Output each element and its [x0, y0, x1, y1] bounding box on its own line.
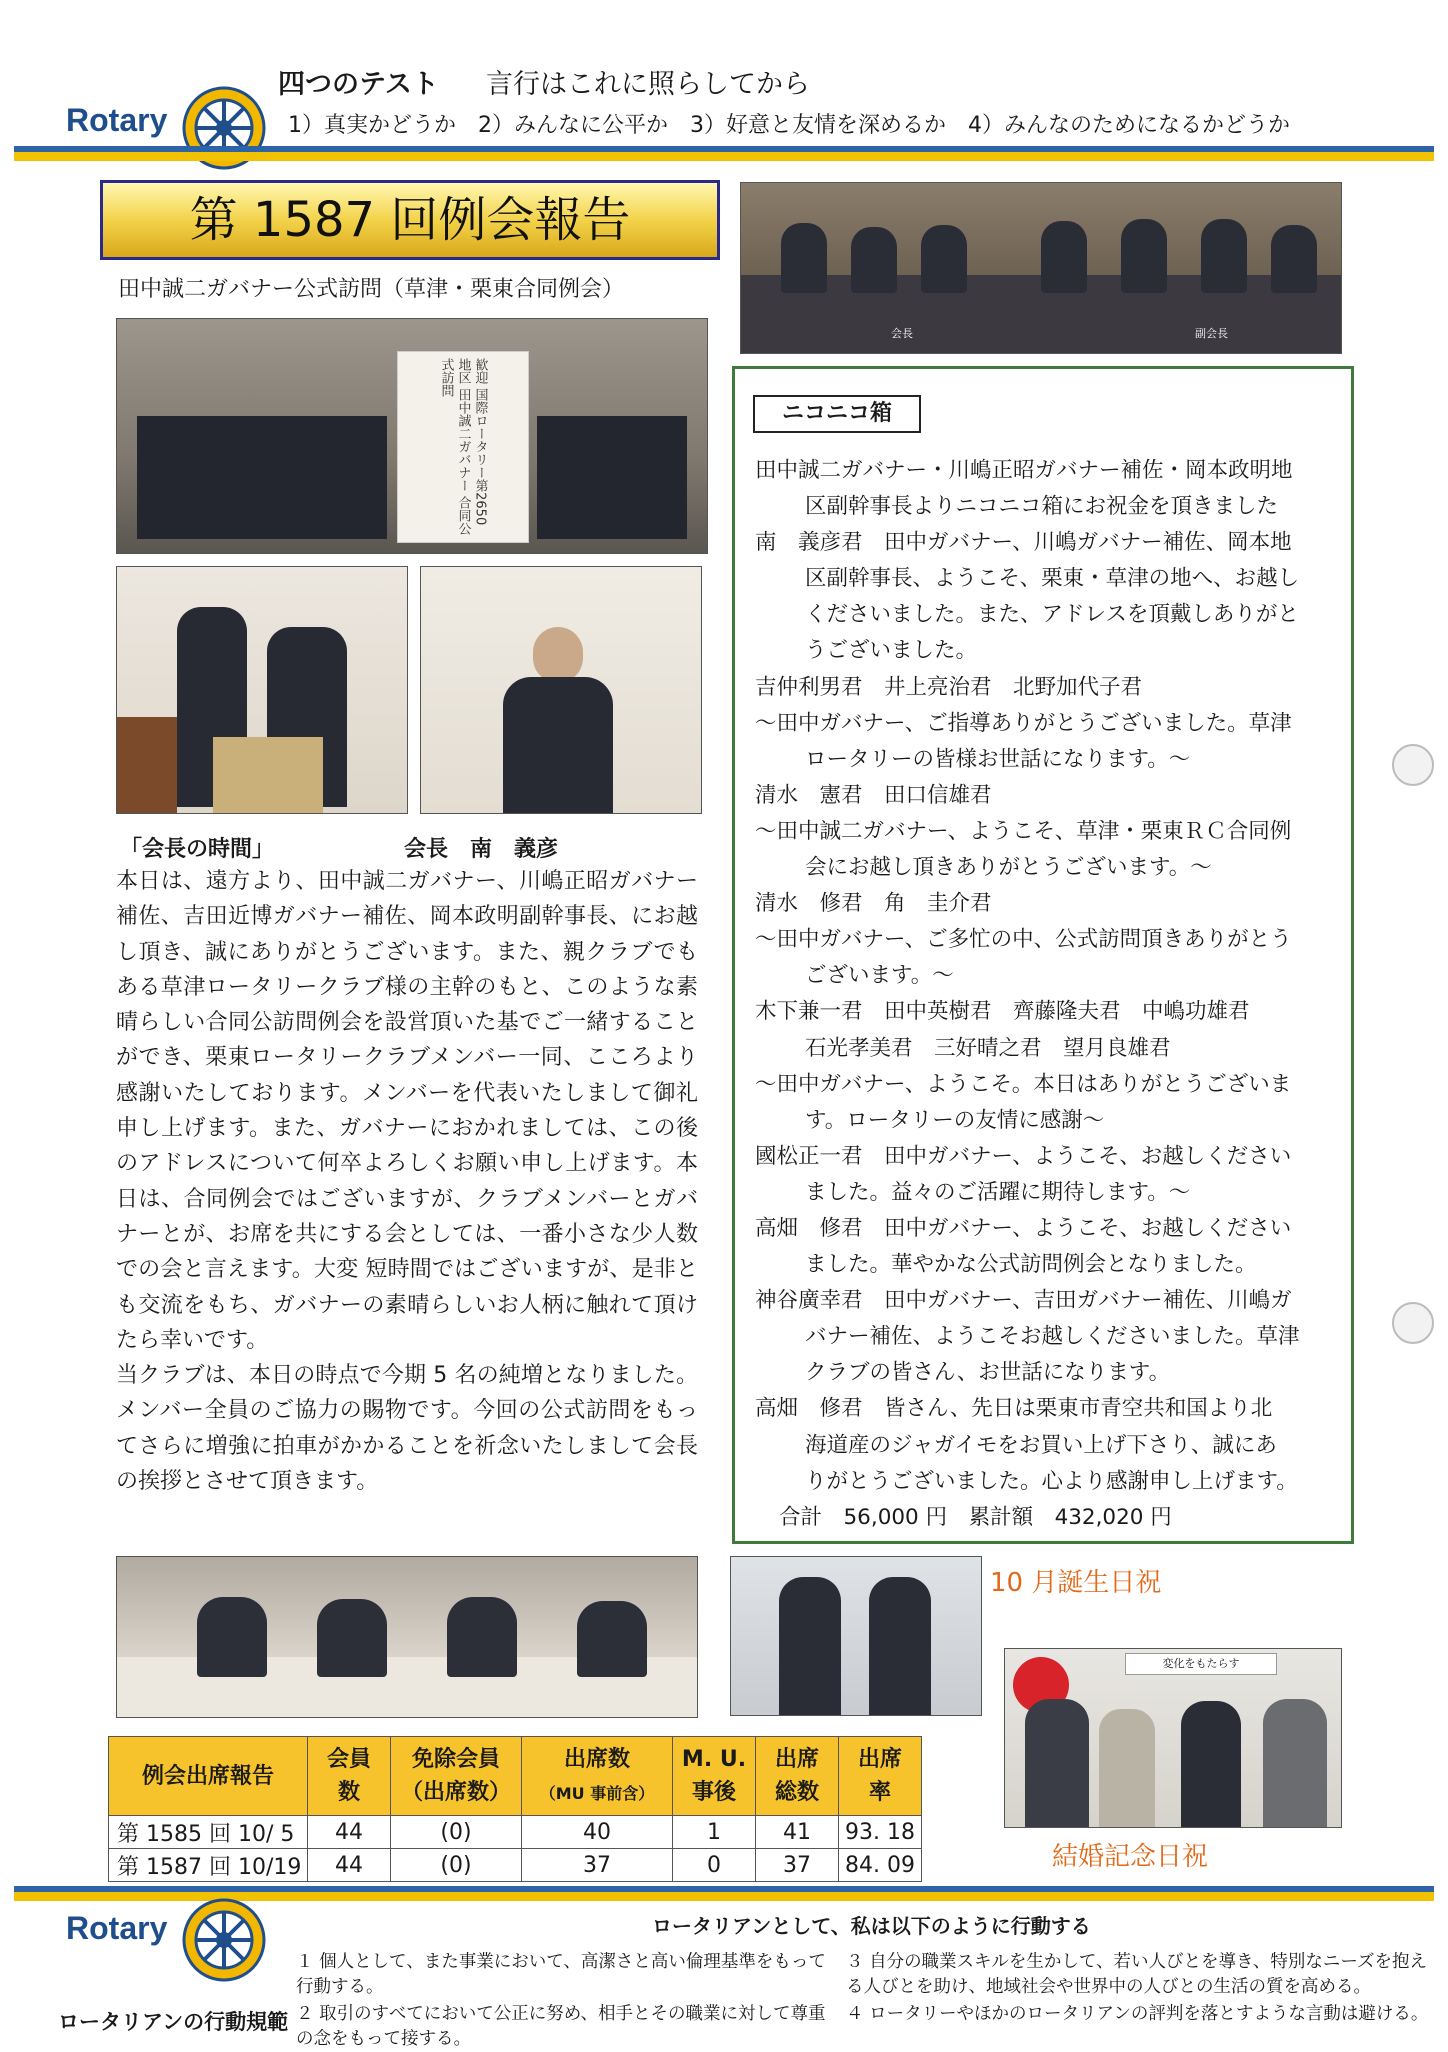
attendance-cell: 41 — [756, 1816, 839, 1849]
attendance-header-cell: 出席 率 — [839, 1737, 922, 1816]
nikoniko-entry: ～田中ガバナー、ご指導ありがとうございました。草津 — [755, 710, 1292, 736]
welcome-banner: 歓迎 国際ロータリー第2650地区 田中誠二ガバナー 合同公式訪問 — [397, 351, 529, 543]
attendance-header-cell: 出席数 （MU 事前含） — [522, 1737, 673, 1816]
nikoniko-entry: 高畑 修君 田中ガバナー、ようこそ、お越しください — [755, 1215, 1292, 1241]
nikoniko-entry-line: 区副幹事長、ようこそ、栗東・草津の地へ、お越し — [805, 566, 1300, 592]
wedding-photo-banner: 変化をもたらす — [1125, 1653, 1277, 1675]
nikoniko-entry-line: 石光孝美君 三好晴之君 望月良雄君 — [805, 1035, 1171, 1061]
attendance-header-cell: 会員 数 — [308, 1737, 391, 1816]
nikoniko-entry: 清水 修君 角 圭介君 — [755, 891, 992, 917]
nikoniko-label: ニコニコ箱 — [753, 395, 921, 433]
nikoniko-entry: 神谷廣幸君 田中ガバナー、吉田ガバナー補佐、川嶋ガ — [755, 1288, 1292, 1314]
four-test-title: 四つのテスト — [278, 69, 439, 100]
attendance-cell: 44 — [308, 1849, 391, 1882]
president-speech-photo — [420, 566, 702, 814]
attendance-row — [109, 1816, 922, 1849]
photo-label-vice-president: 副会長 — [1195, 327, 1228, 340]
nikoniko-entry-line: す。ロータリーの友情に感謝～ — [805, 1107, 1105, 1133]
code-item: １ 個人として、また事業において、高潔さと高い倫理基準をもって行動する。 — [296, 1952, 826, 1997]
attendance-cell: 37 — [756, 1849, 839, 1882]
wedding-anniversary-photo — [1004, 1648, 1342, 1828]
nikoniko-total: 合計 56,000 円 累計額 432,020 円 — [779, 1504, 1172, 1530]
attendance-header-cell: 出席 総数 — [756, 1737, 839, 1816]
birthday-photo — [730, 1556, 982, 1716]
attendance-cell: (0) — [391, 1849, 522, 1882]
nikoniko-entry: 田中誠二ガバナー・川嶋正昭ガバナー補佐・岡本政明地 — [755, 458, 1293, 483]
binder-hole — [1392, 1302, 1434, 1344]
nikoniko-entry-line: クラブの皆さん、お世話になります。 — [805, 1360, 1171, 1386]
president-speech — [116, 864, 698, 1499]
attendance-cell: 40 — [522, 1816, 673, 1849]
footer-rotary-wheel-icon — [182, 1898, 266, 1982]
attendance-cell: 1 — [673, 1816, 756, 1849]
speech-paragraph: 本日は、遠方より、田中誠二ガバナー、川嶋正昭ガバナー補佐、吉田近博ガバナー補佐、岡本政明副幹事長、にお越し頂き、誠にありがとうございます。また、親クラブでもある草津ロータリークラブ様の主幹のもと、このような素晴らしい合同公訪問例会を設営頂いた基でご一緒することができ、栗東ロータリークラブメンバー一同、こころより感謝いたしております。メンバーを代表いたしまして御礼申し上げます。また、ガバナーにおかれましては、この後のアドレスについて何卒よろしくお願い申し上げます。本日は、合同例会ではございますが、クラブメンバーとガバナーとが、お席を共にする会としては、一番小さな少人数での会と言えます。大変 短時間ではございますが、是非とも交流をもち、ガバナーの素晴らしいお人柄に触れて頂けたら幸いです。 — [116, 869, 698, 1353]
head-table-photo — [740, 182, 1342, 354]
header-gold-stripe — [14, 152, 1434, 161]
group-photo — [116, 318, 708, 554]
guest-table-photo — [116, 1556, 698, 1718]
nikoniko-box — [732, 366, 1354, 1544]
attendance-cell: 93. 18 — [839, 1816, 922, 1849]
report-title-box — [100, 180, 720, 260]
nikoniko-entry: 木下兼一君 田中英樹君 齊藤隆夫君 中嶋功雄君 — [755, 999, 1250, 1025]
nikoniko-entry-line: バナー補佐、ようこそお越しくださいました。草津 — [805, 1324, 1300, 1350]
attendance-table — [108, 1736, 922, 1882]
code-item: ４ ロータリーやほかのロータリアンの評判を落とすような言動は避ける。 — [846, 2004, 1429, 2024]
nikoniko-entry-line: 海道産のジャガイモをお買い上げ下さり、誠にあ — [805, 1432, 1277, 1458]
attendance-cell: (0) — [391, 1816, 522, 1849]
nikoniko-entry-line: うございました。 — [805, 638, 978, 664]
footer-rotary-logo-text: Rotary — [66, 1910, 168, 1946]
birthday-caption: 10 月誕生日祝 — [990, 1568, 1162, 1598]
attendance-cell: 第 1585 回 10/ 5 — [109, 1816, 308, 1849]
nikoniko-list — [755, 453, 1335, 1536]
attendance-header-cell: 免除会員 （出席数） — [391, 1737, 522, 1816]
four-test-subtitle: 言行はこれに照らしてから — [486, 69, 810, 100]
president-name: 会長 南 義彦 — [404, 837, 559, 862]
code-of-conduct-label: ロータリアンの行動規範 — [58, 2010, 289, 2034]
nikoniko-entry: 國松正一君 田中ガバナー、ようこそ、お越しください — [755, 1143, 1292, 1169]
attendance-header-cell: 例会出席報告 — [109, 1737, 308, 1816]
rotary-logo-text: Rotary — [66, 102, 168, 138]
report-title: 第 1587 回例会報告 — [189, 192, 631, 248]
report-subtitle: 田中誠二ガバナー公式訪問（草津・栗東合同例会） — [118, 277, 625, 302]
nikoniko-entry: ～田中誠二ガバナー、ようこそ、草津・栗東ＲＣ合同例 — [755, 818, 1292, 844]
code-of-conduct-heading: ロータリアンとして、私は以下のように行動する — [652, 1914, 1091, 1938]
nikoniko-entry-line: ロータリーの皆様お世話になります。～ — [805, 746, 1191, 772]
attendance-cell: 0 — [673, 1849, 756, 1882]
nikoniko-entry-line: ました。華やかな公式訪問例会となりました。 — [805, 1252, 1257, 1278]
four-test-items: 1）真実かどうか 2）みんなに公平か 3）好意と友情を深めるか 4）みんなのためになるかどうか — [288, 113, 1290, 138]
attendance-header-row — [109, 1737, 922, 1816]
attendance-cell: 37 — [522, 1849, 673, 1882]
attendance-cell: 84. 09 — [839, 1849, 922, 1882]
nikoniko-entry-line: ございます。～ — [805, 963, 954, 989]
nikoniko-entry-line: ました。益々のご活躍に期待します。～ — [805, 1179, 1191, 1205]
nikoniko-entry: 吉仲利男君 井上亮治君 北野加代子君 — [755, 674, 1143, 700]
nikoniko-entry: 南 義彦君 田中ガバナー、川嶋ガバナー補佐、岡本地 — [755, 530, 1292, 556]
nikoniko-entry-line: 会にお越し頂きありがとうございます。～ — [805, 855, 1212, 881]
attendance-row — [109, 1849, 922, 1882]
nikoniko-entry: ～田中ガバナー、ようこそ。本日はありがとうございま — [755, 1071, 1292, 1097]
nikoniko-entry: 清水 憲君 田口信雄君 — [755, 782, 992, 808]
bell-ceremony-photo — [116, 566, 408, 814]
nikoniko-entry-line: りがとうございました。心より感謝申し上げます。 — [805, 1468, 1298, 1494]
nikoniko-entry-line: 区副幹事長よりニコニコ箱にお祝金を頂きました — [805, 494, 1279, 520]
attendance-cell: 第 1587 回 10/19 — [109, 1849, 308, 1882]
nikoniko-entry-line: くださいました。また、アドレスを頂戴しありがと — [805, 602, 1299, 628]
photo-label-president: 会長 — [891, 327, 913, 340]
wedding-caption: 結婚記念日祝 — [1052, 1842, 1209, 1872]
attendance-cell: 44 — [308, 1816, 391, 1849]
code-item: ２ 取引のすべてにおいて公正に努め、相手とその職業に対して尊重の念をもって接する。 — [296, 2004, 826, 2049]
code-item: ３ 自分の職業スキルを生かして、若い人びとを導き、特別なニーズを抱える人びとを助け、地域社会や世界中の人びとの生活の質を高める。 — [846, 1952, 1427, 1997]
nikoniko-entry: ～田中ガバナー、ご多忙の中、公式訪問頂きありがとう — [755, 927, 1292, 953]
president-time-heading: 「会長の時間」 — [120, 837, 275, 862]
binder-hole — [1392, 744, 1434, 786]
nikoniko-entry: 高畑 修君 皆さん、先日は栗東市青空共和国より北 — [755, 1396, 1273, 1422]
attendance-header-cell: M. U. 事後 — [673, 1737, 756, 1816]
speech-paragraph: 当クラブは、本日の時点で今期 5 名の純増となりました。メンバー全員のご協力の賜物です。今回の公式訪問をもってさらに増強に拍車がかかることを祈念いたしまして会長の挨拶とさせて頂きます。 — [116, 1363, 698, 1495]
